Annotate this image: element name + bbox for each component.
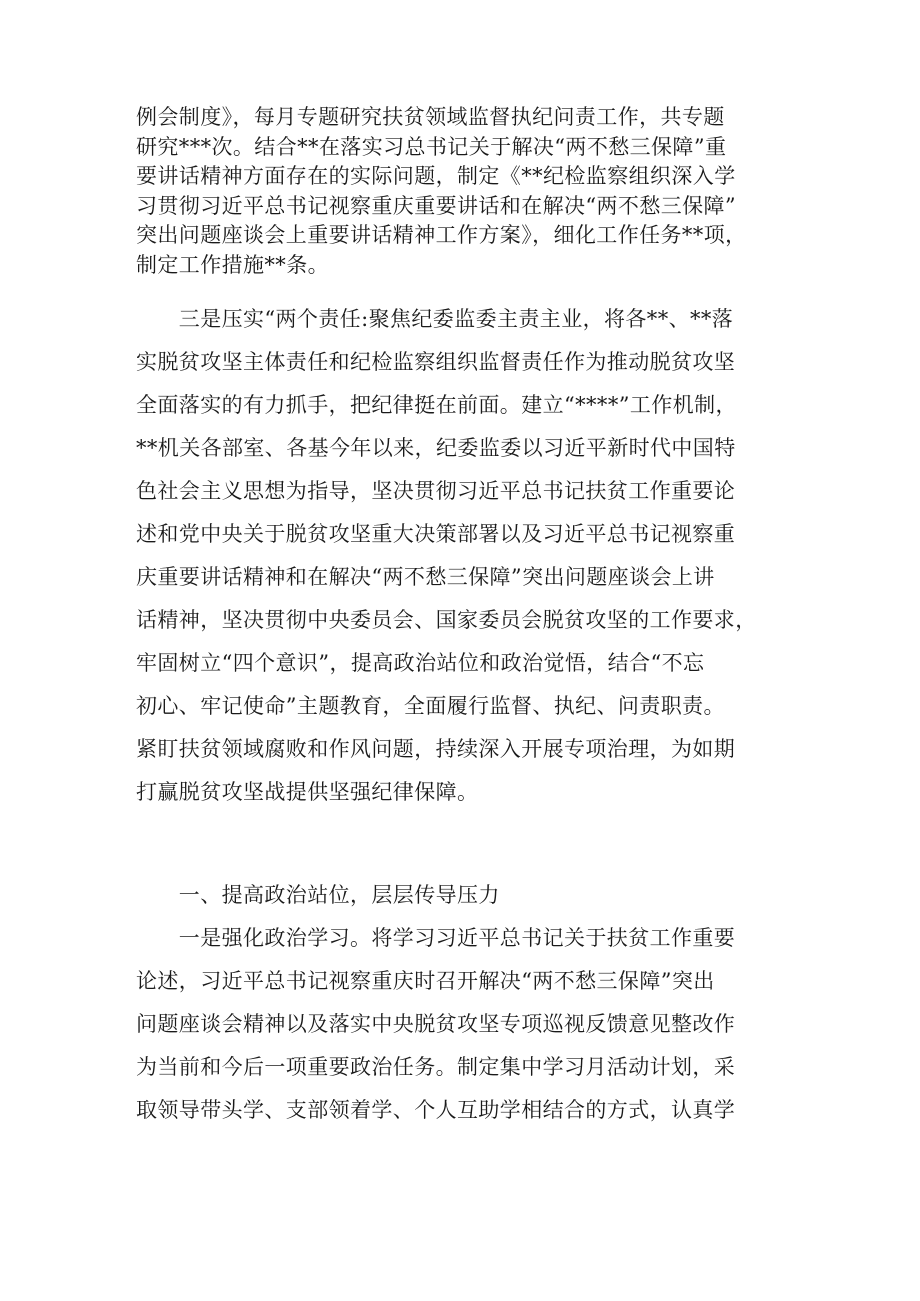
paragraph-line: 牢固树立“四个意识”，提高政治站位和政治觉悟，结合“不忘 — [136, 651, 705, 675]
paragraph-line: 突出问题座谈会上重要讲话精神工作方案》，细化工作任务**项， — [136, 223, 747, 247]
paragraph-line: 问题座谈会精神以及落实中央脱贫攻坚专项巡视反馈意见整改作 — [136, 1012, 736, 1036]
paragraph-line: 习贯彻习近平总书记视察重庆重要讲话和在解决“两不愁三保障” — [136, 193, 737, 218]
paragraph-line: 一是强化政治学习。将学习习近平总书记关于扶贫工作重要 — [136, 926, 736, 950]
section-heading-text: 一、提高政治站位，层层传导压力 — [136, 883, 500, 907]
paragraph-line: 话精神，坚决贯彻中央委员会、国家委员会脱贫攻坚的工作要求， — [136, 608, 757, 632]
paragraph-1 — [136, 103, 788, 280]
paragraph-line: 实脱贫攻坚主体责任和纪检监察组织监督责任作为推动脱贫攻坚 — [136, 350, 736, 374]
paragraph-line: 取领导带头学、支部领着学、个人互助学相结合的方式，认真学 — [136, 1098, 736, 1122]
paragraph-2 — [136, 298, 788, 814]
paragraph-line: 例会制度》，每月专题研究扶贫领域监督执纪问责工作，共专题 — [136, 105, 725, 129]
paragraph-line: 述和党中央关于脱贫攻坚重大决策部署以及习近平总书记视察重 — [136, 522, 736, 546]
paragraph-line: **机关各部室、各基今年以来，纪委监委以习近平新时代中国特 — [136, 436, 736, 460]
paragraph-3 — [136, 917, 788, 1132]
paragraph-line: 制定工作措施**条。 — [136, 252, 329, 277]
paragraph-line: 三是压实“两个责任:聚焦纪委监委主责主业，将各**、**落 — [136, 307, 734, 331]
paragraph-line: 庆重要讲话精神和在解决“两不愁三保障”突出问题座谈会上讲 — [136, 565, 715, 589]
paragraph-line: 初心、牢记使命”主题教育，全面履行监督、执纪、问责职责。 — [136, 694, 725, 718]
paragraph-line: 为当前和今后一项重要政治任务。制定集中学习月活动计划，采 — [136, 1055, 736, 1079]
paragraph-line: 全面落实的有力抓手，把纪律挺在前面。建立“****”工作机制， — [136, 393, 737, 417]
paragraph-line: 紧盯扶贫领域腐败和作风问题，持续深入开展专项治理，为如期 — [136, 737, 736, 761]
paragraph-line: 论述，习近平总书记视察重庆时召开解决“两不愁三保障”突出 — [136, 969, 715, 993]
paragraph-line: 色社会主义思想为指导，坚决贯彻习近平总书记扶贫工作重要论 — [136, 479, 736, 503]
paragraph-line: 打赢脱贫攻坚战提供坚强纪律保障。 — [136, 780, 479, 804]
paragraph-line: 研究***次。结合**在落实习总书记关于解决“两不愁三保障”重 — [136, 134, 727, 159]
paragraph-line: 要讲话精神方面存在的实际问题，制定《**纪检监察组织深入学 — [136, 164, 736, 188]
section-heading — [136, 874, 788, 917]
